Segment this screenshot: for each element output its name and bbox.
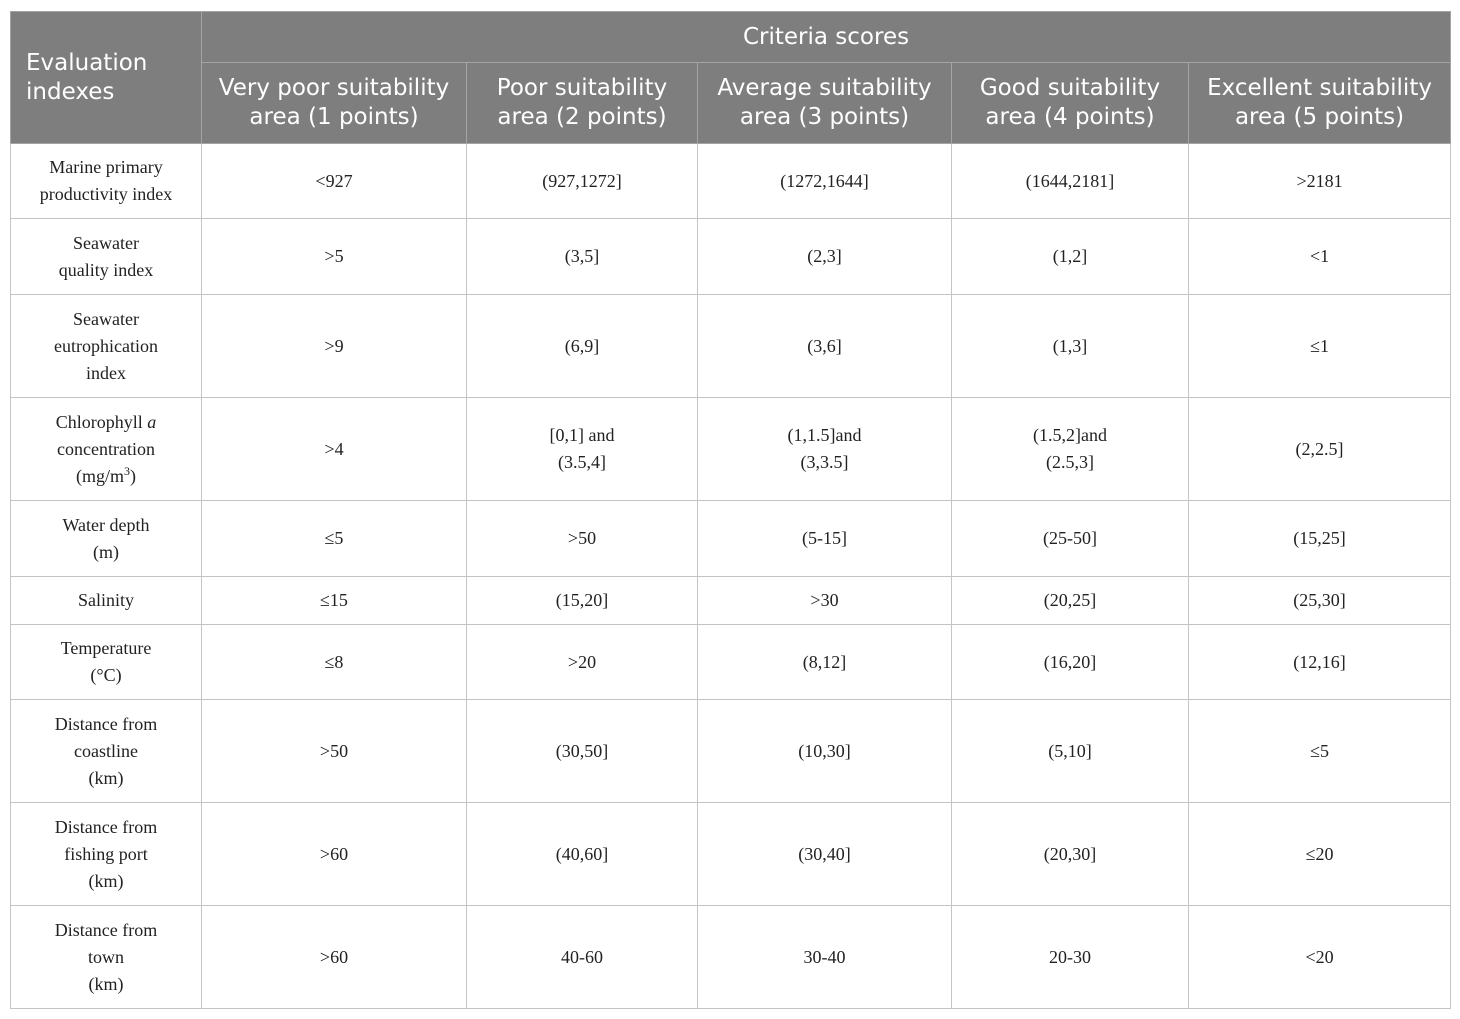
evaluation-index-cell xyxy=(11,295,202,398)
cell-value: >9 xyxy=(324,335,344,356)
score-cell-very-poor xyxy=(202,906,467,1009)
cell-value: ≤15 xyxy=(320,590,348,610)
column-header-good xyxy=(952,63,1189,144)
evaluation-index-cell xyxy=(11,803,202,906)
index-text: Chlorophyll xyxy=(55,411,148,432)
cell-value: ≤5 xyxy=(1310,740,1329,761)
index-line: Distance from xyxy=(54,919,158,940)
score-cell-average xyxy=(698,625,952,700)
score-cell-excellent xyxy=(1189,906,1451,1009)
index-line xyxy=(17,463,195,490)
cell-value: ≤8 xyxy=(324,651,344,672)
index-line: productivity index xyxy=(39,184,173,204)
cell-value: (5,10] xyxy=(1048,740,1092,761)
index-line: (°C) xyxy=(90,665,122,685)
table-row xyxy=(11,625,1451,700)
table-row xyxy=(11,501,1451,577)
column-header-line-1: Good suitability xyxy=(979,75,1161,101)
cell-value: (25-50] xyxy=(1043,528,1097,548)
score-cell-very-poor xyxy=(202,398,467,501)
column-header-very-poor xyxy=(202,63,467,144)
evaluation-index-cell xyxy=(11,398,202,501)
score-cell-good xyxy=(952,398,1189,501)
index-line: (km) xyxy=(88,973,124,994)
score-cell-very-poor xyxy=(202,625,467,700)
cell-value: (3,3.5] xyxy=(800,452,849,472)
evaluation-index-cell xyxy=(11,625,202,700)
criteria-scores-header: Criteria scores xyxy=(202,12,1451,63)
score-cell-excellent xyxy=(1189,398,1451,501)
cell-value: 20-30 xyxy=(1049,946,1091,967)
header-row-group xyxy=(11,12,1451,63)
cell-value: ≤20 xyxy=(1305,843,1334,864)
score-cell-very-poor xyxy=(202,803,467,906)
score-cell-very-poor xyxy=(202,700,467,803)
column-header-line-2: area (2 points) xyxy=(497,104,667,130)
cell-value: 40-60 xyxy=(561,946,603,967)
evaluation-index-cell xyxy=(11,577,202,625)
evaluation-index-cell xyxy=(11,144,202,219)
score-cell-poor xyxy=(467,144,698,219)
index-line: Distance from xyxy=(54,713,158,734)
corner-line-1: Evaluation xyxy=(26,49,148,76)
table-row xyxy=(11,700,1451,803)
table-row xyxy=(11,219,1451,295)
cell-value: (927,1272] xyxy=(542,170,622,191)
score-cell-poor xyxy=(467,906,698,1009)
score-cell-poor xyxy=(467,803,698,906)
column-header-line-1: Poor suitability xyxy=(496,75,668,101)
cell-value: [0,1] and xyxy=(549,425,615,445)
table-row xyxy=(11,803,1451,906)
score-cell-excellent xyxy=(1189,501,1451,577)
column-header-line-1: Average suitability xyxy=(717,75,932,101)
evaluation-index-cell xyxy=(11,700,202,803)
score-cell-average xyxy=(698,803,952,906)
score-cell-good xyxy=(952,906,1189,1009)
score-cell-average xyxy=(698,906,952,1009)
score-cell-very-poor xyxy=(202,577,467,625)
cell-value: <20 xyxy=(1305,946,1334,967)
cell-value: (2,2.5] xyxy=(1295,438,1344,459)
score-cell-excellent xyxy=(1189,803,1451,906)
score-cell-good xyxy=(952,577,1189,625)
table-row xyxy=(11,906,1451,1009)
cell-value: (16,20] xyxy=(1043,651,1097,672)
cell-value: (8,12] xyxy=(802,651,847,672)
cell-value: (25,30] xyxy=(1293,590,1346,610)
cell-value: (15,25] xyxy=(1293,528,1346,548)
index-line: Water depth xyxy=(62,514,150,535)
score-cell-poor xyxy=(467,625,698,700)
score-cell-average xyxy=(698,501,952,577)
index-text: (mg/m xyxy=(76,465,124,486)
index-line: (m) xyxy=(93,541,119,562)
table-row xyxy=(11,144,1451,219)
score-cell-excellent xyxy=(1189,219,1451,295)
score-cell-good xyxy=(952,501,1189,577)
index-line: Seawater xyxy=(73,232,139,253)
cell-value: (30,40] xyxy=(798,843,851,864)
cell-value: (2.5,3] xyxy=(1046,452,1094,472)
cell-value: >5 xyxy=(324,246,344,266)
cell-value: (1,1.5]and xyxy=(787,425,862,445)
cell-value: >50 xyxy=(319,740,349,761)
cell-value: <1 xyxy=(1309,246,1330,266)
column-header-poor xyxy=(467,63,698,144)
column-header-line-2: area (1 points) xyxy=(249,104,419,130)
score-cell-excellent xyxy=(1189,295,1451,398)
score-cell-poor xyxy=(467,501,698,577)
cell-value: >60 xyxy=(319,843,349,864)
evaluation-index-cell xyxy=(11,906,202,1009)
score-cell-good xyxy=(952,700,1189,803)
index-line: Distance from xyxy=(54,816,158,837)
cell-value: (12,16] xyxy=(1293,651,1346,672)
score-cell-very-poor xyxy=(202,295,467,398)
criteria-scores-table xyxy=(10,11,1451,1009)
evaluation-index-cell xyxy=(11,219,202,295)
score-cell-good xyxy=(952,295,1189,398)
score-cell-average xyxy=(698,295,952,398)
evaluation-index-cell xyxy=(11,501,202,577)
cell-value: (30,50] xyxy=(555,740,609,761)
cell-value: (1272,1644] xyxy=(780,170,869,191)
index-line: coastline xyxy=(74,740,138,761)
index-line: town xyxy=(88,946,124,967)
evaluation-indexes-header xyxy=(11,12,202,144)
cell-value: (6,9] xyxy=(564,335,600,356)
corner-line-2: indexes xyxy=(26,78,115,105)
score-cell-good xyxy=(952,803,1189,906)
column-header-line-1: Very poor suitability xyxy=(218,75,450,101)
cell-value: >50 xyxy=(567,528,597,548)
cell-value: (1,3] xyxy=(1052,335,1088,356)
column-header-line-2: area (5 points) xyxy=(1234,104,1405,130)
score-cell-poor xyxy=(467,219,698,295)
cell-value: (3.5,4] xyxy=(558,452,606,472)
cell-value: (40,60] xyxy=(555,843,609,864)
table-row xyxy=(11,577,1451,625)
score-cell-excellent xyxy=(1189,577,1451,625)
cell-value: (5-15] xyxy=(802,528,847,548)
index-line: concentration xyxy=(57,438,155,459)
cell-value: >30 xyxy=(810,590,839,610)
column-header-line-2: area (4 points) xyxy=(985,104,1155,130)
score-cell-average xyxy=(698,144,952,219)
score-cell-poor xyxy=(467,577,698,625)
table-body xyxy=(11,144,1451,1009)
cell-value: (1644,2181] xyxy=(1025,170,1115,191)
cell-value: (1.5,2]and xyxy=(1033,425,1107,445)
cell-value: (3,6] xyxy=(807,335,842,356)
index-line: quality index xyxy=(58,259,154,280)
cell-value: >60 xyxy=(319,946,349,967)
score-cell-average xyxy=(698,398,952,501)
cell-value: 30-40 xyxy=(803,946,846,967)
column-header-line-1: Excellent suitability xyxy=(1207,75,1432,101)
column-header-average xyxy=(698,63,952,144)
score-cell-good xyxy=(952,625,1189,700)
cell-value: ≤1 xyxy=(1310,335,1329,356)
score-cell-very-poor xyxy=(202,144,467,219)
cell-value: <927 xyxy=(315,170,353,191)
score-cell-good xyxy=(952,144,1189,219)
index-line: Salinity xyxy=(77,590,134,610)
score-cell-poor xyxy=(467,700,698,803)
cell-value: (2,3] xyxy=(807,246,842,266)
cell-value: ≤5 xyxy=(324,528,344,548)
cell-value: (3,5] xyxy=(564,246,600,266)
score-cell-excellent xyxy=(1189,625,1451,700)
index-line: Seawater xyxy=(73,308,139,329)
cell-value: (15,20] xyxy=(555,590,609,610)
index-line: (km) xyxy=(88,870,124,891)
score-cell-excellent xyxy=(1189,144,1451,219)
index-line: fishing port xyxy=(64,843,148,864)
score-cell-good xyxy=(952,219,1189,295)
score-cell-very-poor xyxy=(202,501,467,577)
column-header-line-2: area (3 points) xyxy=(739,104,910,130)
index-superscript: 3 xyxy=(124,463,130,478)
cell-value: >2181 xyxy=(1296,170,1343,191)
cell-value: >4 xyxy=(324,438,344,459)
score-cell-poor xyxy=(467,398,698,501)
score-cell-average xyxy=(698,577,952,625)
header-row-columns xyxy=(11,63,1451,144)
index-line: Marine primary xyxy=(49,157,163,177)
score-cell-excellent xyxy=(1189,700,1451,803)
index-line: Temperature xyxy=(60,638,152,658)
cell-value: >20 xyxy=(567,651,597,672)
table-row xyxy=(11,295,1451,398)
score-cell-poor xyxy=(467,295,698,398)
index-text-italic: a xyxy=(147,411,157,432)
index-line xyxy=(17,409,195,436)
index-line: index xyxy=(86,362,126,383)
cell-value: (1,2] xyxy=(1052,246,1088,266)
score-cell-very-poor xyxy=(202,219,467,295)
index-text: ) xyxy=(130,465,136,486)
table-row xyxy=(11,398,1451,501)
cell-value: (20,25] xyxy=(1043,590,1097,610)
score-cell-average xyxy=(698,700,952,803)
index-line: (km) xyxy=(88,767,124,788)
index-line: eutrophication xyxy=(54,335,158,356)
column-header-excellent xyxy=(1189,63,1451,144)
cell-value: (10,30] xyxy=(798,740,851,761)
score-cell-average xyxy=(698,219,952,295)
cell-value: (20,30] xyxy=(1043,843,1097,864)
table-header xyxy=(11,12,1451,144)
